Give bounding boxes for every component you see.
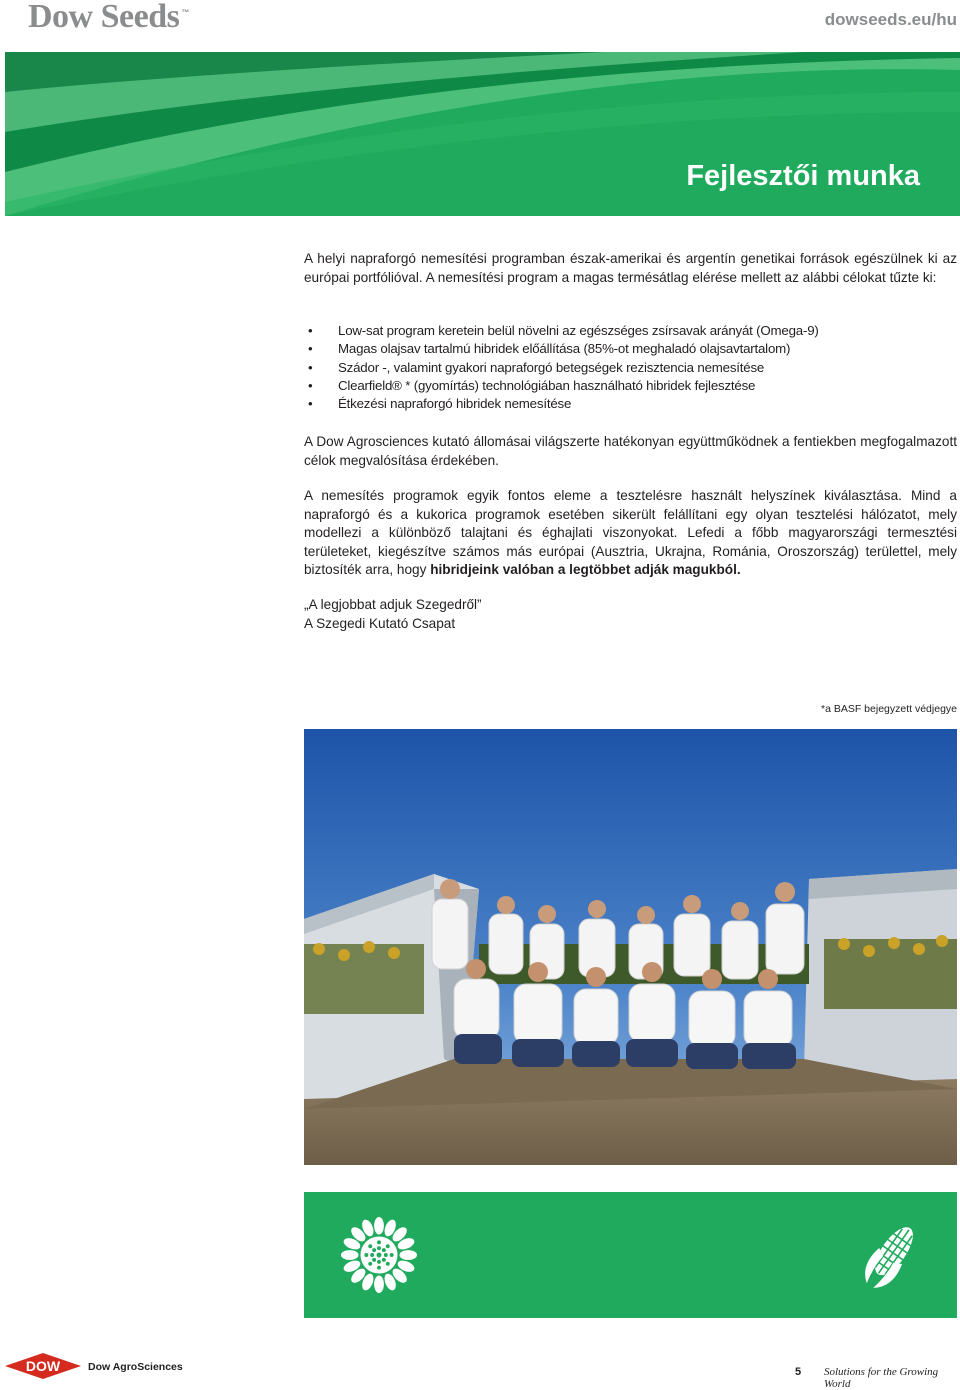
dow-diamond-icon — [4, 1352, 82, 1380]
list-item: • Magas olajsav tartalmú hibridek előállítása (85%-ot meghaladó olajsavtartalom) — [304, 340, 957, 358]
dow-seeds-logo — [28, 0, 189, 36]
goals-list — [304, 322, 957, 413]
stations-paragraph: A Dow Agrosciences kutató állomásai világszerte hatékonyan együttműködnek a fentiekben megfogalmazott célok megvalósítása érdekében. — [304, 434, 957, 468]
list-item: • Szádor -, valamint gyakori napraforgó betegségek rezisztencia nemesítése — [304, 359, 957, 377]
icon-panel — [304, 1192, 957, 1318]
footnote: *a BASF bejegyzett védjegye — [821, 703, 957, 715]
signature-quote: „A legjobbat adjuk Szegedről” — [304, 597, 482, 612]
list-item: • Low-sat program keretein belül növelni az egészséges zsírsavak arányát (Omega-9) — [304, 322, 957, 340]
sunflower-icon — [340, 1216, 418, 1294]
signature-name: A Szegedi Kutató Csapat — [304, 616, 456, 631]
testing-paragraph — [304, 487, 957, 580]
team-photo — [304, 729, 957, 1165]
corn-icon — [852, 1218, 922, 1294]
tagline: Solutions for the Growing World — [824, 1366, 939, 1390]
logo-trademark: ™ — [181, 8, 189, 17]
list-item: • Clearfield® * (gyomírtás) technológiában használható hibridek fejlesztése — [304, 377, 957, 395]
testing-paragraph-emphasis: hibridjeink valóban a legtöbbet adják magukból. — [430, 562, 741, 577]
intro-paragraph: A helyi napraforgó nemesítési programban észak-amerikai és argentín genetikai források egészülnek ki az európai portfólióval. A nemesítési program a magas termésátlag elérése mellett az alábbi célokat tűzte ki: — [304, 251, 957, 285]
list-item: • Étkezési napraforgó hibridek nemesítése — [304, 395, 957, 413]
logo-text: Dow Seeds — [28, 0, 180, 35]
company-name: Dow AgroSciences — [88, 1361, 183, 1373]
page-title: Fejlesztői munka — [686, 160, 920, 192]
page-number: 5 — [795, 1366, 802, 1378]
testing-paragraph-text: A nemesítés programok egyik fontos eleme a tesztelésre használt helyszínek kiválasztása. Mind a napraforgó és a kukorica programok esetében sikerült felállítani egy olyan tesztelési hálózatot, mely modellezi a különböző talajtani és éghajlati viszonyokat. Lefedi a főbb magyarországi termesztési területeket, kiegészítve számos más európai (Ausztria, Ukrajna, Románia, Oroszország) területtel, mely biztosíték arra, hogy — [304, 488, 957, 577]
title-banner — [5, 52, 960, 216]
team-photo-illustration — [304, 729, 957, 1165]
dow-logo-text: DOW — [25, 1358, 61, 1374]
site-url[interactable]: dowseeds.eu/hu — [824, 10, 957, 29]
